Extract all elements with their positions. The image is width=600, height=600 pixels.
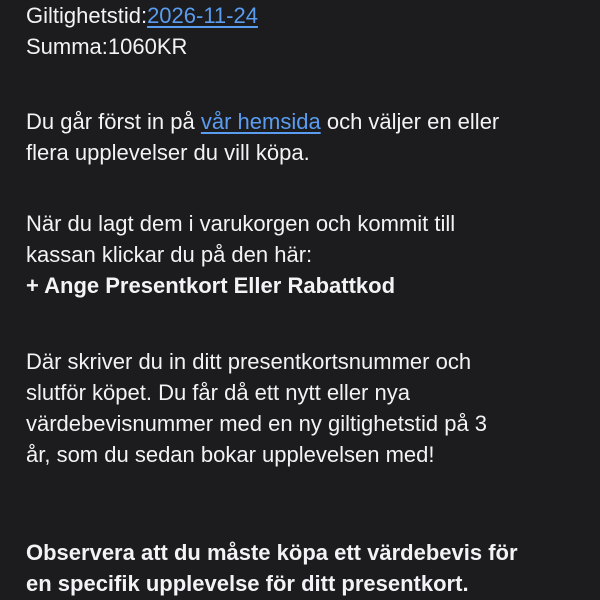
instructions-paragraph-2 (26, 208, 586, 301)
text-before-link: Du går först in på (26, 109, 201, 134)
paragraph-1-line-1 (26, 106, 586, 137)
giftcard-details (26, 0, 586, 62)
notice-line-2: en specifik upplevelse för ditt presentkort. (26, 571, 469, 596)
sum-row (26, 31, 586, 62)
paragraph-3-line-1: Där skriver du in ditt presentkortsnummer och (26, 349, 472, 374)
paragraph-1-line-2: flera upplevelser du vill köpa. (26, 140, 310, 165)
paragraph-3-line-2: slutför köpet. Du får då ett nytt eller nya (26, 380, 410, 405)
paragraph-2-line-2: kassan klickar du på den här: (26, 242, 313, 267)
validity-row (26, 0, 586, 31)
sum-value: 1060KR (107, 34, 188, 59)
notice-line-1: Observera att du måste köpa ett värdebevis för (26, 540, 518, 565)
paragraph-2-line-1: När du lagt dem i varukorgen och kommit till (26, 211, 456, 236)
paragraph-3-line-4: år, som du sedan bokar upplevelsen med! (26, 442, 435, 467)
validity-date-link[interactable]: 2026-11-24 (147, 3, 258, 28)
giftcard-code-instruction: + Ange Presentkort Eller Rabattkod (26, 273, 396, 298)
instructions-paragraph-3 (26, 346, 586, 470)
text-after-link: och väljer en eller (320, 109, 500, 134)
paragraph-3-line-3: värdebevisnummer med en ny giltighetstid på 3 (26, 411, 488, 436)
website-link[interactable]: vår hemsida (200, 109, 321, 134)
notice-paragraph (26, 537, 586, 599)
sum-label: Summa: (26, 34, 108, 59)
validity-label: Giltighetstid: (26, 3, 148, 28)
instructions-paragraph-1 (26, 106, 586, 168)
